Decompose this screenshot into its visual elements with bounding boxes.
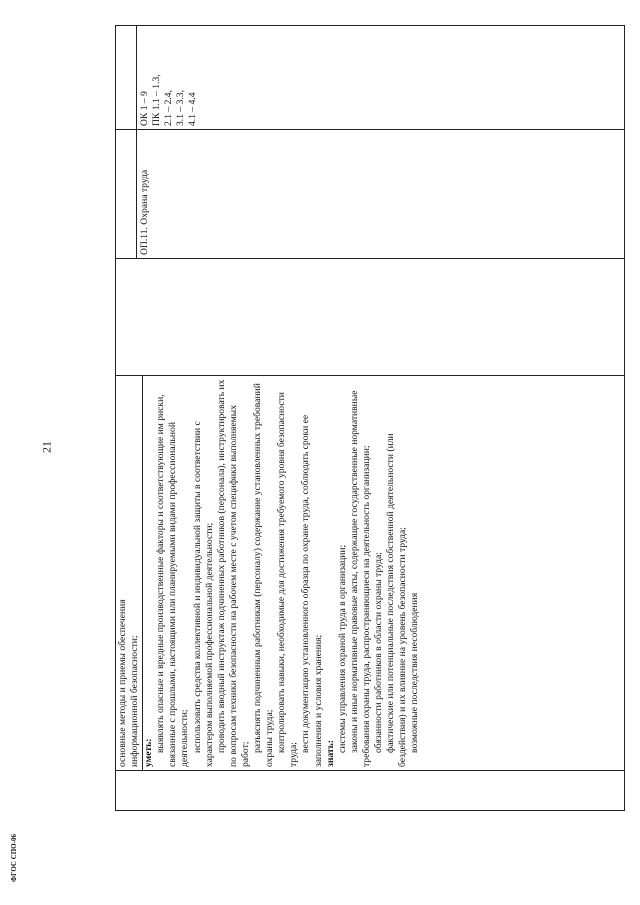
competency-code: 2.1 – 2.4,: [163, 90, 175, 126]
umet-item: контролировать навыки, необходимые для достижения требуемого уровня безопасности труда;: [276, 392, 300, 767]
table-row: [116, 26, 625, 811]
competency-code: ОК 1 – 9: [139, 91, 150, 126]
competencies-cell: [116, 26, 625, 130]
discipline-title: ОП.11. Охрана труда: [139, 169, 150, 255]
footer-code: ФГОС СПО-06: [10, 834, 18, 882]
znat-item: законы и иные нормативные правовые акты, содержащие государственные нормативные требования охраны труда, распространяющиеся на деятельность организации;: [348, 390, 372, 767]
page-number: 21: [39, 441, 54, 453]
znat-item: системы управления охраной труда в организации;: [336, 544, 348, 753]
umet-label: уметь:: [143, 738, 155, 767]
hours-cell: [116, 259, 625, 376]
index-cell: [116, 771, 625, 811]
umet-item: выявлять опасные и вредные производственные факторы и соответствующие им риски, связанные с прошлыми, настоящими или планируемыми видами профессиональной деятельности;: [155, 394, 191, 767]
umet-item: использовать средства коллективной и индивидуальной защиты в соответствии с характером выполняемой профессиональной деятельности;: [191, 421, 215, 767]
umet-item: разъяснять подчиненным работникам (персоналу) содержание установленных требований охраны труда;: [252, 383, 276, 767]
competency-code: 4.1 – 4.4: [187, 92, 199, 126]
znat-label: знать:: [324, 740, 336, 767]
umet-item: вести документацию установленного образца по охране труда, соблюдать сроки ее заполнения и условия хранения;: [300, 414, 324, 767]
znat-item: обязанности работников в области охраны труда;: [372, 552, 384, 753]
umet-item: проводить вводный инструктаж подчиненных работников (персонала), инструктировать их по вопросам техники безопасности на рабочем месте с учетом специфики выполняемых работ;: [215, 379, 251, 767]
prev-text-line: основные методы и приемы обеспечения: [117, 599, 128, 767]
table-frame: [115, 26, 625, 811]
znat-item: фактические или потенциальные последствия собственной деятельности (или бездействия) и их влияние на уровень безопасности труда;: [385, 433, 409, 767]
competency-code: ПК 1.1 – 1.3,: [151, 74, 163, 126]
znat-item: возможные последствия несоблюдения: [409, 592, 421, 753]
skills-cell: [116, 376, 625, 771]
competency-code: 3.1 – 3.3,: [175, 90, 187, 126]
prev-text-line: информационной безопасности;: [129, 635, 141, 767]
rotated-table-area: [115, 26, 625, 811]
curriculum-table: [115, 25, 625, 811]
discipline-cell: [116, 130, 625, 259]
